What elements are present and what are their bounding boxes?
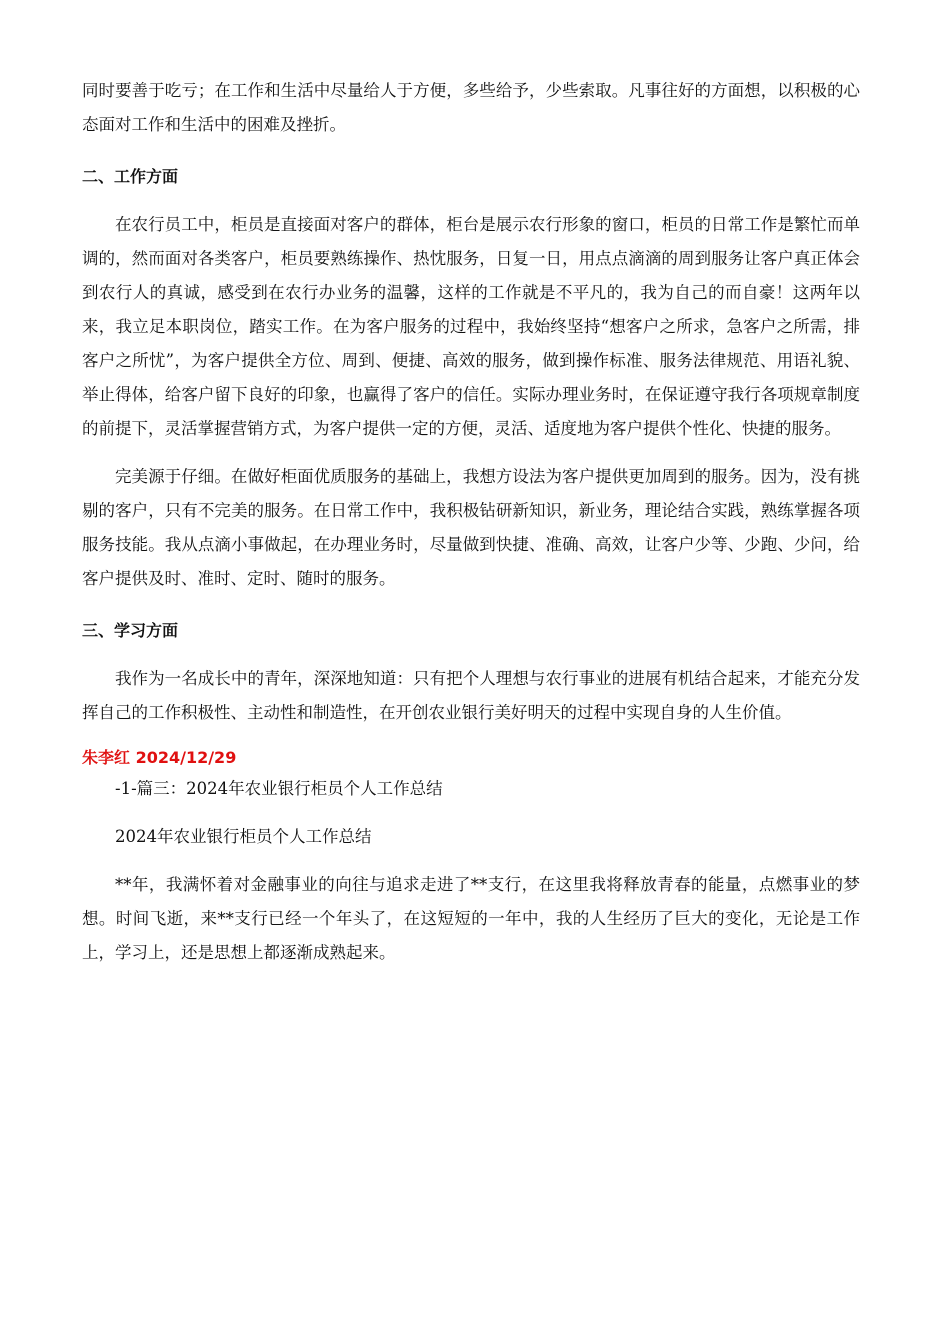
next-article-title: -1-篇三：2024年农业银行柜员个人工作总结: [115, 779, 443, 798]
paragraph-intro: 同时要善于吃亏；在工作和生活中尽量给人于方便，多些给予，少些索取。凡事往好的方面想，以积极的心态面对工作和生活中的困难及挫折。: [82, 81, 860, 134]
heading-study: 三、学习方面: [82, 621, 179, 640]
heading-work: 二、工作方面: [82, 167, 179, 186]
signature-line: 朱李红 2024/12/29: [82, 748, 237, 767]
paragraph-work-1: 在农行员工中，柜员是直接面对客户的群体，柜台是展示农行形象的窗口，柜员的日常工作是繁忙而单调的，然而面对各类客户，柜员要熟练操作、热忱服务，日复一日，用点点滴滴的周到服务让客户真正体会到农行人的真诚，感受到在农行办业务的温馨，这样的工作就是不平凡的，我为自己的而自豪！这两年以来，我立足本职岗位，踏实工作。在为客户服务的过程中，我始终坚持“想客户之所求，急客户之所需，排客户之所忧”，为客户提供全方位、周到、便捷、高效的服务，做到操作标准、服务法律规范、用语礼貌、举止得体，给客户留下良好的印象，也赢得了客户的信任。实际办理业务时，在保证遵守我行各项规章制度的前提下，灵活掌握营销方式，为客户提供一定的方便，灵活、适度地为客户提供个性化、快捷的服务。: [82, 215, 860, 438]
document-page: [82, 74, 860, 970]
next-article-subtitle: 2024年农业银行柜员个人工作总结: [115, 827, 372, 846]
paragraph-next: **年，我满怀着对金融事业的向往与追求走进了**支行，在这里我将释放青春的能量，点燃事业的梦想。时间飞逝，来**支行已经一个年头了，在这短短的一年中，我的人生经历了巨大的变化，无论是工作上，学习上，还是思想上都逐渐成熟起来。: [82, 875, 860, 962]
paragraph-work-2: 完美源于仔细。在做好柜面优质服务的基础上，我想方设法为客户提供更加周到的服务。因为，没有挑剔的客户，只有不完美的服务。在日常工作中，我积极钻研新知识，新业务，理论结合实践，熟练掌握各项服务技能。我从点滴小事做起，在办理业务时，尽量做到快捷、准确、高效，让客户少等、少跑、少问，给客户提供及时、准时、定时、随时的服务。: [82, 467, 860, 588]
paragraph-study: 我作为一名成长中的青年，深深地知道：只有把个人理想与农行事业的进展有机结合起来，才能充分发挥自己的工作积极性、主动性和制造性，在开创农业银行美好明天的过程中实现自身的人生价值。: [82, 669, 860, 722]
